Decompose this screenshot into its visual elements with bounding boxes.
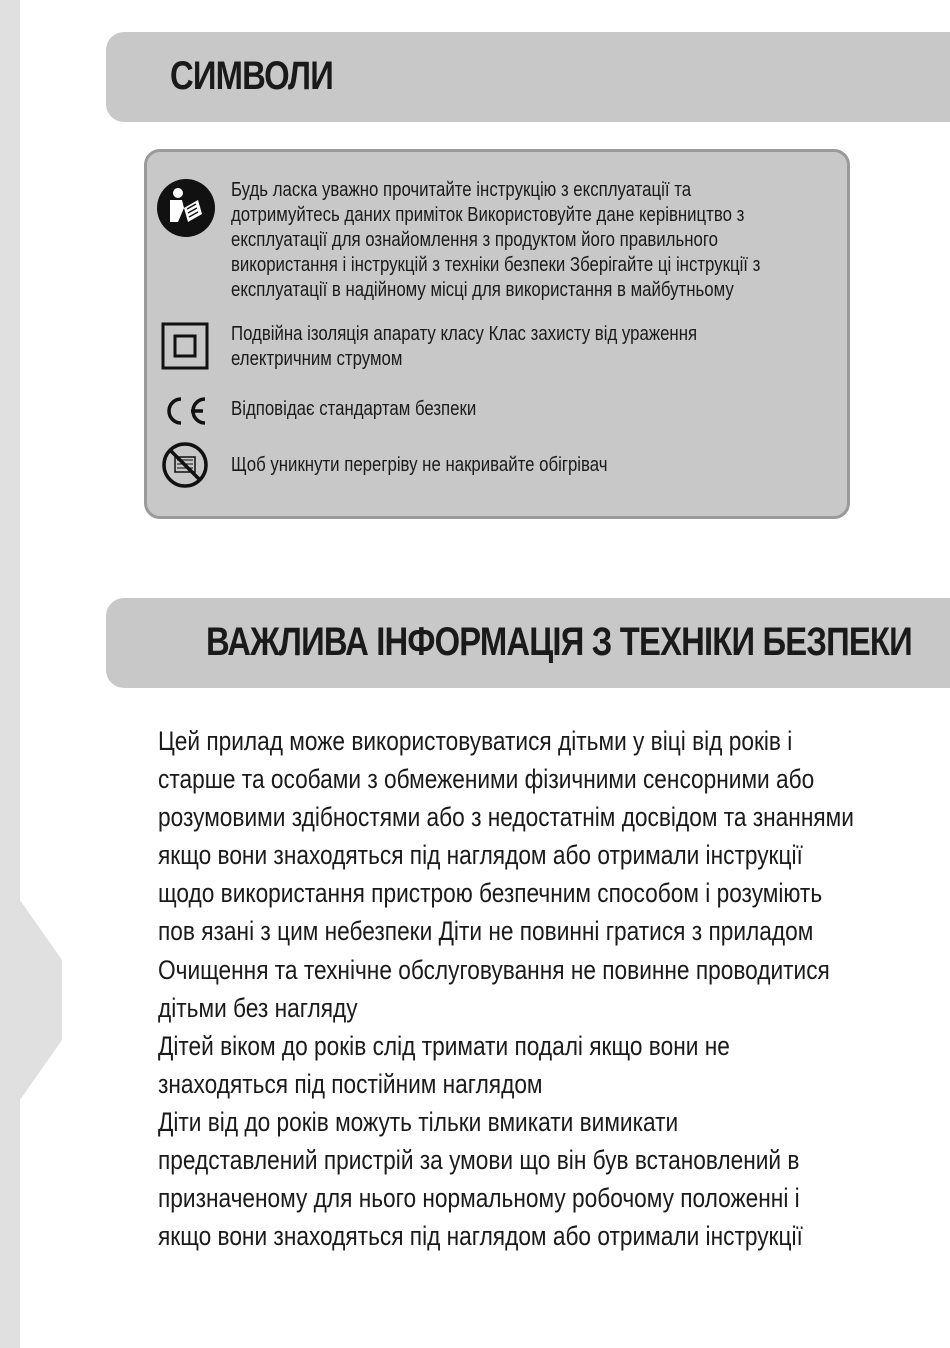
text-line: якщо вони знаходяться під наглядом або отримали інструкції [158,1221,803,1252]
text-line: Подвійна ізоляція апарату класу Клас захисту від ураження [231,323,698,345]
text-line: представлений пристрій за умови що він був встановлений в [158,1145,800,1176]
text-line: пов язані з цим небезпеки Діти не повинні гратися з приладом [158,916,814,947]
symbols-box [144,149,850,519]
text-line: Дітей віком до років слід тримати подалі якщо вони не [158,1030,730,1061]
symbols-heading-bar [106,32,950,122]
safety-heading-bar [106,598,950,688]
read-manual-icon [156,178,216,238]
safety-title: ВАЖЛИВА ІНФОРМАЦІЯ З ТЕХНІКИ БЕЗПЕКИ [206,620,912,664]
safety-body-text [158,722,918,1255]
side-decor-strip [0,0,62,1348]
text-line: дітьми без нагляду [158,992,358,1023]
text-line: електричним струмом [231,348,403,370]
ce-mark-icon [161,395,211,427]
text-line: дотримуйтесь даних приміток Використовуйте дане керівництво з [231,204,745,226]
text-line: Цей прилад може використовуватися дітьми у віці від років і [158,726,793,756]
text-line: експлуатації для ознайомлення з продуктом його правильного [231,229,718,251]
text-line: Щоб уникнути перегріву не накривайте обігрівач [231,454,608,476]
text-line: Відповідає стандартам безпеки [231,398,477,420]
text-line: якщо вони знаходяться під наглядом або отримали інструкції [158,840,803,871]
symbol-text-ce [231,397,819,422]
text-line: використання і інструкцій з техніки безпеки Зберігайте ці інструкції з [231,254,761,276]
text-line: знаходяться під постійним наглядом [158,1068,543,1099]
symbol-text-insulation [231,322,819,372]
symbol-text-manual [231,178,819,303]
do-not-cover-icon [161,441,209,489]
text-line: призначеному для нього нормальному робочому положенні і [158,1183,800,1214]
text-line: експлуатації в надійному місці для використання в майбутньому [231,279,734,301]
text-line: Будь ласка уважно прочитайте інструкцію з експлуатації та [231,179,692,201]
text-line: щодо використання пристрою безпечним способом і розуміють [158,878,823,909]
double-insulation-icon [161,322,209,370]
text-line: Очищення та технічне обслуговування не повинне проводитися [158,954,830,985]
symbol-text-cover [231,453,819,478]
text-line: Діти від до років можуть тільки вмикати вимикати [158,1106,679,1137]
text-line: розумовими здібностями або з недостатнім досвідом та знаннями [158,802,854,833]
text-line: старше та особами з обмеженими фізичними сенсорними або [158,764,815,795]
symbols-title: СИМВОЛИ [170,54,334,98]
